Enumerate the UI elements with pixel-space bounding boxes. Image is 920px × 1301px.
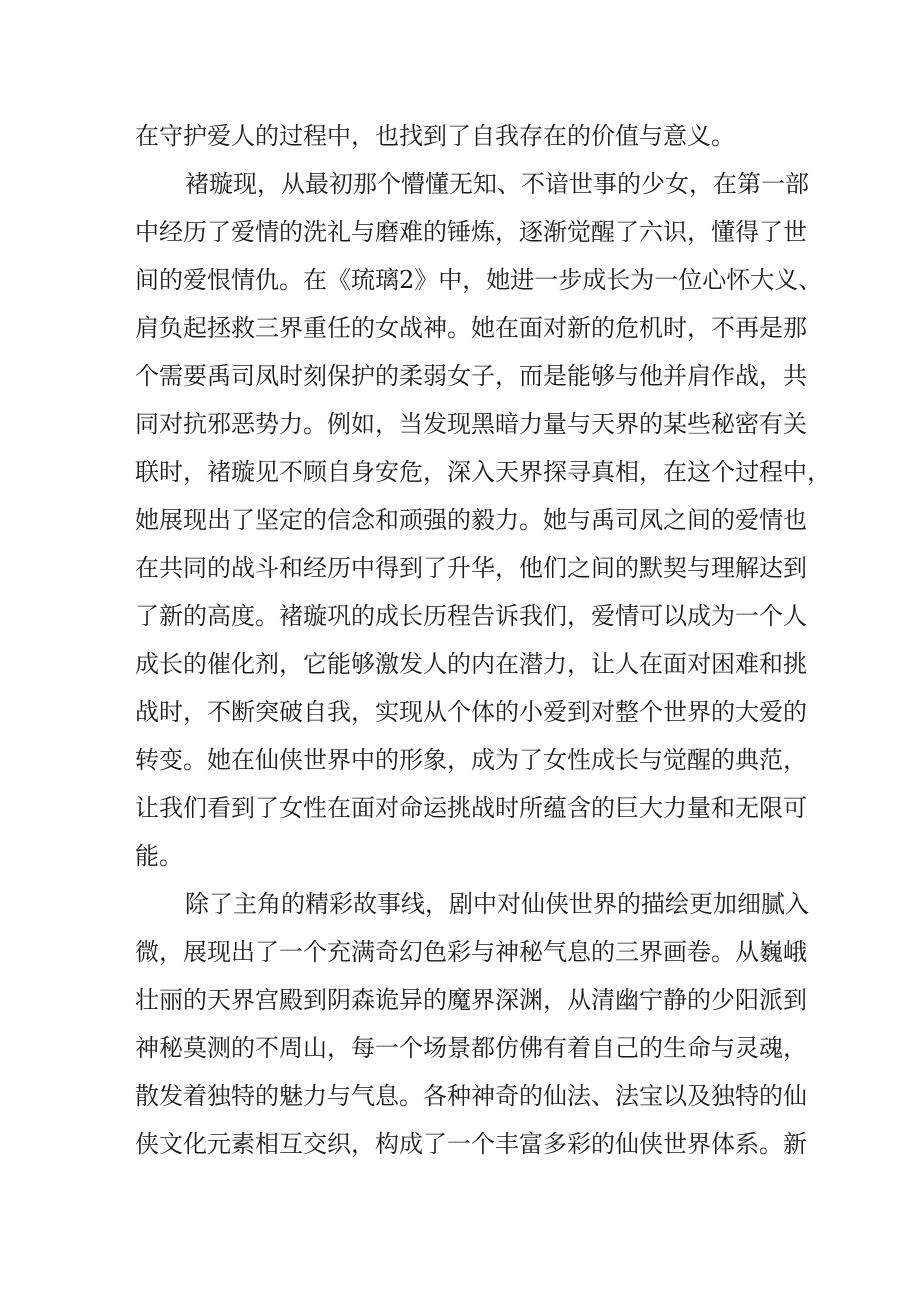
text-line: 同对抗邪恶势力。例如，当发现黑暗力量与天界的某些秘密有关 [135,410,807,438]
text-line: 肩负起拯救三界重任的女战神。她在面对新的危机时，不再是那 [135,314,807,342]
text-line: 在共同的战斗和经历中得到了升华，他们之间的默契与理解达到 [135,554,807,582]
paragraph-first-line: 褚璇现，从最初那个懵懂无知、不谙世事的少女，在第一部 [185,170,809,198]
text-line: 间的爱恨情仇。在《琉璃2》中，她进一步成长为一位心怀大义、 [135,266,823,294]
document-body [135,112,831,1168]
text-line: 让我们看到了女性在面对命运挑战时所蕴含的巨大力量和无限可 [135,794,807,822]
text-line: 在守护爱人的过程中，也找到了自我存在的价值与意义。 [135,122,735,150]
paragraph-first-line: 除了主角的精彩故事线，剧中对仙侠世界的描绘更加细腻入 [185,890,809,918]
text-line: 微，展现出了一个充满奇幻色彩与神秘气息的三界画卷。从巍峨 [135,938,807,966]
text-line: 神秘莫测的不周山，每一个场景都仿佛有着自己的生命与灵魂， [135,1034,807,1062]
text-line: 转变。她在仙侠世界中的形象，成为了女性成长与觉醒的典范， [135,746,807,774]
text-line: 成长的催化剂，它能够激发人的内在潜力，让人在面对困难和挑 [135,650,807,678]
text-line: 联时，褚璇见不顾自身安危，深入天界探寻真相，在这个过程中， [135,458,831,486]
text-line: 她展现出了坚定的信念和顽强的毅力。她与禹司凤之间的爱情也 [135,506,807,534]
text-line: 散发着独特的魅力与气息。各种神奇的仙法、法宝以及独特的仙 [135,1082,807,1110]
text-line: 侠文化元素相互交织，构成了一个丰富多彩的仙侠世界体系。新 [135,1130,807,1158]
text-line: 战时，不断突破自我，实现从个体的小爱到对整个世界的大爱的 [135,698,807,726]
text-line: 中经历了爱情的洗礼与磨难的锤炼，逐渐觉醒了六识，懂得了世 [135,218,807,246]
paragraph-last-line: 能。 [135,842,183,870]
text-line: 个需要禹司凤时刻保护的柔弱女子，而是能够与他并肩作战，共 [135,362,807,390]
text-line: 壮丽的天界宫殿到阴森诡异的魔界深渊，从清幽宁静的少阳派到 [135,986,807,1014]
text-line: 了新的高度。褚璇巩的成长历程告诉我们，爱情可以成为一个人 [135,602,807,630]
